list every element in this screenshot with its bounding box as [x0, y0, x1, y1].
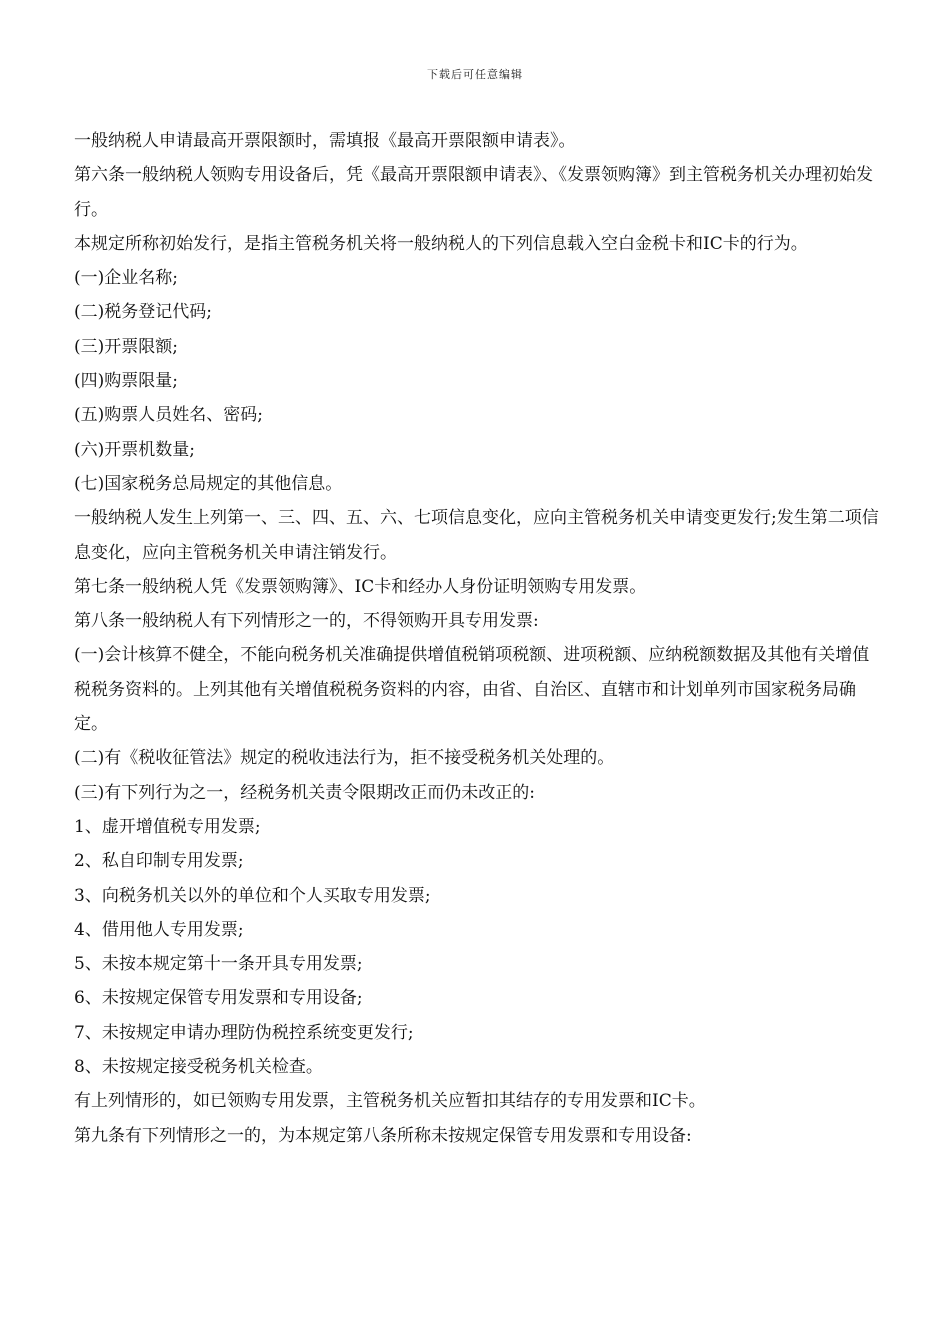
list-item: (二)有《税收征管法》规定的税收违法行为，拒不接受税务机关处理的。: [74, 748, 615, 769]
paragraph: 本规定所称初始发行，是指主管税务机关将一般纳税人的下列信息载入空白金税卡和IC卡的行为。: [74, 233, 808, 254]
numbered-item: 4、借用他人专用发票;: [74, 919, 244, 940]
paragraph: 一般纳税人申请最高开票限额时，需填报《最高开票限额申请表》。: [74, 131, 576, 151]
document-body: [74, 124, 884, 1153]
list-item: (三)开票限额;: [74, 336, 178, 357]
list-item: (五)购票人员姓名、密码;: [74, 405, 263, 426]
list-item: (二)税务登记代码;: [74, 302, 212, 323]
paragraph: 第九条有下列情形之一的，为本规定第八条所称未按规定保管专用发票和专用设备:: [74, 1125, 692, 1146]
list-item: (七)国家税务总局规定的其他信息。: [74, 473, 343, 494]
paragraph: 第七条一般纳税人凭《发票领购簿》、IC卡和经办人身份证明领购专用发票。: [74, 576, 647, 597]
numbered-item: 1、虚开增值税专用发票;: [74, 816, 261, 837]
list-item: (一)企业名称;: [74, 268, 178, 289]
paragraph: 第八条一般纳税人有下列情形之一的，不得领购开具专用发票:: [74, 611, 539, 632]
list-item: (一)会计核算不健全，不能向税务机关准确提供增值税销项税额、进项税额、应纳税额数据及其他有关增值税税务资料的。上列其他有关增值税税务资料的内容，由省、自治区、直辖市和计划单列市国家税务局确定。: [74, 645, 870, 735]
numbered-item: 2、私自印制专用发票;: [74, 851, 244, 872]
numbered-item: 7、未按规定申请办理防伪税控系统变更发行;: [74, 1022, 414, 1043]
numbered-item: 6、未按规定保管专用发票和专用设备;: [74, 988, 363, 1009]
list-item: (六)开票机数量;: [74, 439, 195, 460]
paragraph: 一般纳税人发生上列第一、三、四、五、六、七项信息变化，应向主管税务机关申请变更发行;发生第二项信息变化，应向主管税务机关申请注销发行。: [74, 508, 879, 563]
list-item: (三)有下列行为之一，经税务机关责令限期改正而仍未改正的:: [74, 782, 535, 803]
list-item: (四)购票限量;: [74, 371, 178, 392]
numbered-item: 5、未按本规定第十一条开具专用发票;: [74, 954, 363, 975]
paragraph: 第六条一般纳税人领购专用设备后，凭《最高开票限额申请表》、《发票领购簿》到主管税务机关办理初始发行。: [74, 165, 873, 220]
numbered-item: 3、向税务机关以外的单位和个人买取专用发票;: [74, 885, 431, 906]
header-note: 下载后可任意编辑: [427, 68, 523, 81]
paragraph: 有上列情形的，如已领购专用发票，主管税务机关应暂扣其结存的专用发票和IC卡。: [74, 1091, 706, 1112]
numbered-item: 8、未按规定接受税务机关检查。: [74, 1057, 323, 1078]
